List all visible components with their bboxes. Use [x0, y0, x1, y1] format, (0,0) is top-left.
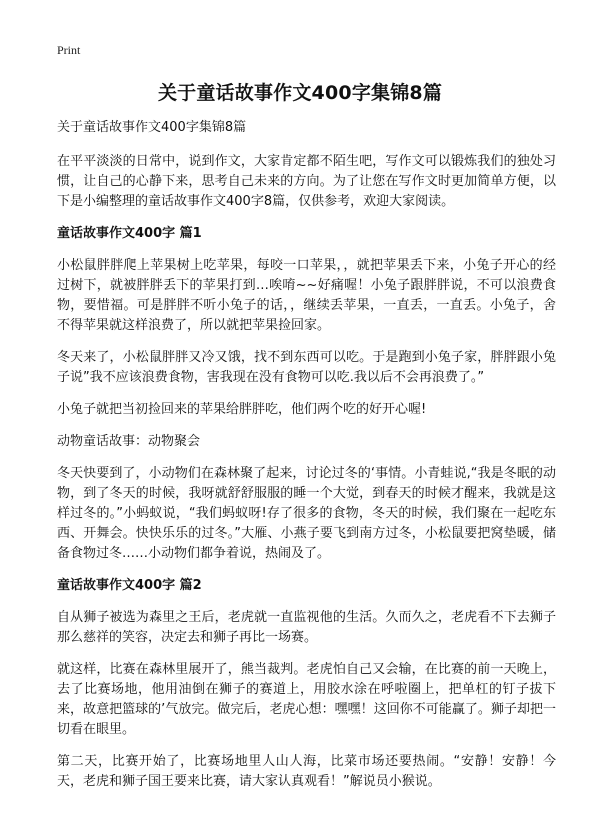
section2-paragraph-3: 第二天，比赛开始了，比赛场地里人山人海，比菜市场还要热闹。“安静！安静！今天，老虎和狮子国王要来比赛，请大家认真观看！”解说员小猴说。: [57, 754, 556, 789]
section2-paragraph-2: 就这样，比赛在森林里展开了，熊当裁判。老虎怕自己又会输，在比赛的前一天晚上，去了比赛场地，他用油倒在狮子的赛道上，用胶水涂在呼啦圈上，把单杠的钉子拔下来，故意把篮球的’气放完。做完后，老虎心想：嘿嘿！这回你不可能赢了。狮子却把一切看在眼里。: [57, 662, 556, 737]
intro-paragraph: 在平平淡淡的日常中，说到作文，大家肯定都不陌生吧，写作文可以锻炼我们的独处习惯，让自己的心静下来，思考自己未来的方向。为了让您在写作文时更加简单方便，以下是小编整理的童话故事作文400字8篇，仅供参考，欢迎大家阅读。: [57, 154, 556, 209]
section1-paragraph-1: 小松鼠胖胖爬上苹果树上吃苹果，每咬一口苹果，，就把苹果丢下来，小兔子开心的经过树下，就被胖胖丢下的苹果打到…唉唷~~好痛喔！小兔子跟胖胖说，不可以浪费食物，要惜福。可是胖胖不听小兔子的话，，继续丢苹果，一直丢，一直丢。小兔子，舍不得苹果就这样浪费了，所以就把苹果捡回家。: [57, 258, 556, 333]
article-body: [57, 118, 556, 804]
article-subtitle: 关于童话故事作文400字集锦8篇: [57, 120, 247, 135]
section1-paragraph-2: 冬天来了，小松鼠胖胖又冷又饿，找不到东西可以吃。于是跑到小兔子家，胖胖跟小兔子说”我不应该浪费食物，害我现在没有食物可以吃.我以后不会再浪费了。”: [57, 350, 556, 385]
section1-subheading: 动物童话故事：动物聚会: [57, 434, 201, 449]
page-title: 关于童话故事作文400字集锦8篇: [157, 82, 443, 104]
section2-paragraph-1: 自从狮子被选为森里之王后，老虎就一直监视他的生活。久而久之，老虎看不下去狮子那么慈祥的笑容，决定去和狮子再比一场赛。: [57, 610, 556, 645]
print-label[interactable]: Print: [57, 43, 81, 57]
section1-paragraph-4: 冬天快要到了，小动物们在森林聚了起来，讨论过冬的‘事情。小青蛙说,“我是冬眠的动物，到了冬天的时候，我呀就舒舒服服的睡一个大觉，到春天的时候才醒来，我就是这样过冬的。”小蚂蚁说，“我们蚂蚁呀!存了很多的食物，冬天的时候，我们聚在一起吃东西、开舞会。快快乐乐的过冬。”大雁、小燕子要飞到南方过冬，小松鼠要把窝垫暖，储备食物过冬……小动物们都争着说，热闹及了。: [57, 466, 556, 561]
section1-paragraph-3: 小兔子就把当初捡回来的苹果给胖胖吃，他们两个吃的好开心喔!: [57, 402, 427, 417]
section-heading-2: 童话故事作文400字 篇2: [57, 578, 202, 593]
section-heading-1: 童话故事作文400字 篇1: [57, 226, 202, 241]
